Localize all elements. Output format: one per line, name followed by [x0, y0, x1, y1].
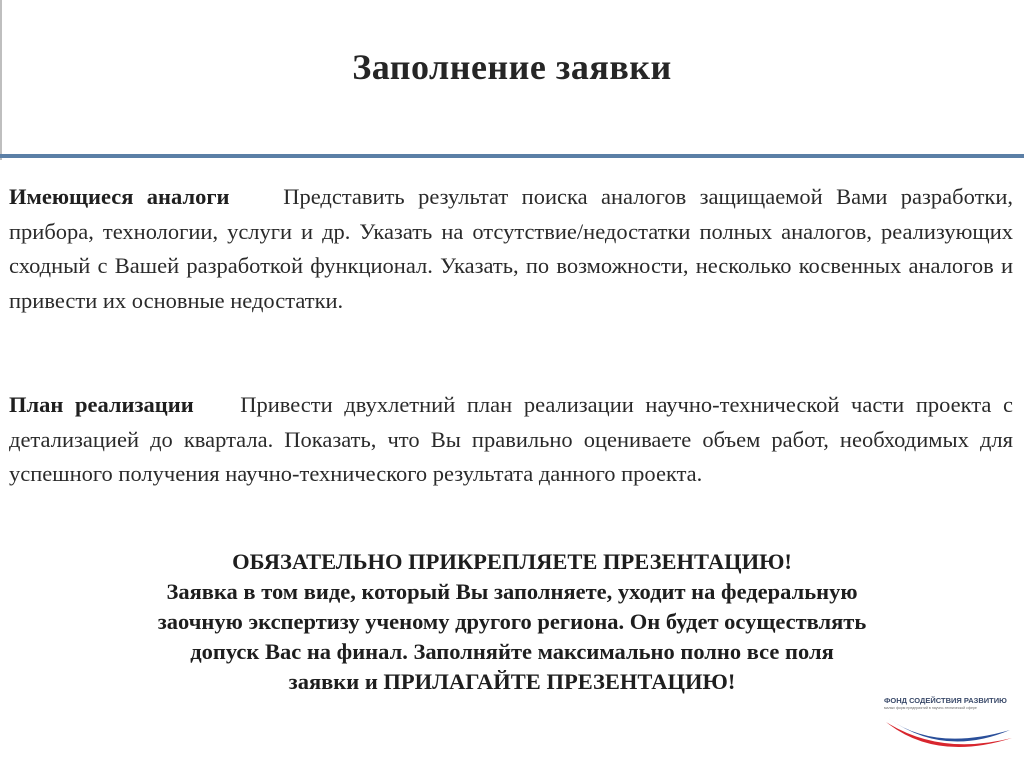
notice-line-2: Заявка в том виде, который Вы заполняете, уходит на федеральную: [166, 579, 858, 604]
notice-line-5: заявки и ПРИЛАГАЙТЕ ПРЕЗЕНТАЦИЮ!: [288, 669, 736, 694]
section-analogs: [9, 180, 1013, 318]
section-analogs-heading: Имеющиеся аналоги: [9, 184, 230, 209]
fund-logo: [884, 694, 1014, 754]
section-plan-text: Привести двухлетний план реализации научно-технической части проекта с детализацией до квартала. Показать, что Вы правильно оцениваете объем работ, необходимых для успешного получения научно-технического результата данного проекта.: [9, 392, 1013, 486]
section-analogs-text: Представить результат поиска аналогов защищаемой Вами разработки, прибора, технологии, услуги и др. Указать на отсутствие/недостатки полных аналогов, реализующих сходный с Вашей разработкой функционал. Указать, по возможности, несколько косвенных аналогов и привести их основные недостатки.: [9, 184, 1014, 313]
section-plan: [9, 388, 1013, 492]
fund-logo-name: ФОНД СОДЕЙСТВИЯ РАЗВИТИЮ: [884, 696, 1007, 705]
notice-line-1: ОБЯЗАТЕЛЬНО ПРИКРЕПЛЯЕТЕ ПРЕЗЕНТАЦИЮ!: [232, 549, 792, 574]
fund-logo-subtitle: малых форм предприятий в научно-технической сфере: [884, 706, 977, 710]
logo-swoosh-icon: [884, 710, 1014, 754]
notice-block: [0, 547, 1024, 697]
section-plan-heading: План реализации: [9, 392, 194, 417]
slide-title: Заполнение заявки: [352, 47, 672, 87]
notice-line-4: допуск Вас на финал. Заполняйте максимально полно все поля: [190, 639, 834, 664]
notice-line-3: заочную экспертизу ученому другого региона. Он будет осуществлять: [157, 609, 867, 634]
title-divider: [0, 154, 1024, 158]
